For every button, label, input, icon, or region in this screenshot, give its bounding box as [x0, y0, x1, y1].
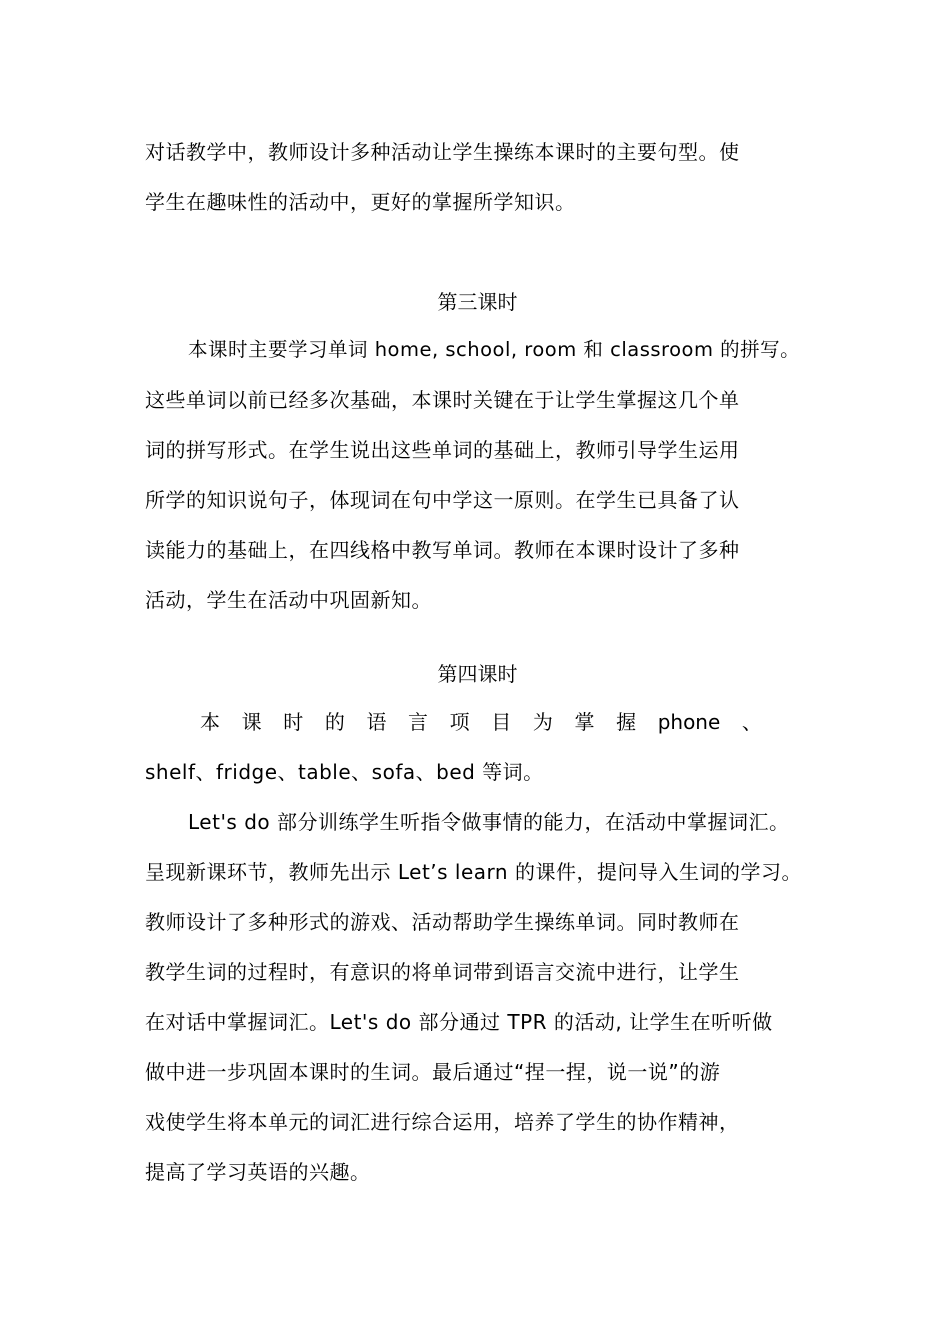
spread-token: 目 — [491, 710, 512, 734]
spread-token: 语 — [366, 710, 387, 734]
lesson4-heading: 第四课时 — [437, 662, 518, 686]
lesson4-para2-line-7: 戏使学生将本单元的词汇进行综合运用，培养了学生的协作精神， — [145, 1110, 740, 1134]
lesson3-line-3: 词的拼写形式。在学生说出这些单词的基础上，教师引导学生运用 — [145, 438, 740, 462]
lesson4-para2-line-3: 教师设计了多种形式的游戏、活动帮助学生操练单词。同时教师在 — [145, 910, 740, 934]
lesson4-para2-line-8: 提高了学习英语的兴趣。 — [145, 1160, 371, 1184]
spread-token: 项 — [449, 710, 470, 734]
spread-token: 握 — [616, 710, 637, 734]
lesson4-para2-line-2: 呈现新课环节，教师先出示 Let’s learn 的课件，提问导入生词的学习。 — [145, 860, 802, 884]
spread-token: 时 — [283, 710, 304, 734]
spread-token: 课 — [241, 710, 262, 734]
spread-token: 为 — [532, 710, 553, 734]
lesson3-line-1: 本课时主要学习单词 home, school, room 和 classroom 的拼写。 — [188, 338, 801, 361]
spread-token: 本 — [200, 710, 220, 734]
intro-line-2: 学生在趣味性的活动中，更好的掌握所学知识。 — [145, 190, 576, 214]
lesson3-heading: 第三课时 — [437, 290, 518, 314]
lesson4-para2-line-4: 教学生词的过程时，有意识的将单词带到语言交流中进行，让学生 — [145, 960, 740, 984]
lesson4-line-2: shelf、fridge、table、sofa、bed 等词。 — [145, 760, 544, 784]
lesson3-line-2: 这些单词以前已经多次基础，本课时关键在于让学生掌握这几个单 — [145, 388, 740, 412]
spread-token: 、 — [741, 710, 762, 734]
lesson3-line-6: 活动，学生在活动中巩固新知。 — [145, 588, 432, 612]
spread-token: 言 — [408, 710, 429, 734]
spread-token: 掌 — [574, 710, 595, 734]
intro-line-1: 对话教学中，教师设计多种活动让学生操练本课时的主要句型。使 — [145, 140, 740, 164]
spread-token: phone — [657, 710, 721, 734]
lesson4-para2-line-6: 做中进一步巩固本课时的生词。最后通过“捏一捏，说一说”的游 — [145, 1060, 721, 1084]
lesson3-line-4: 所学的知识说句子，体现词在句中学这一原则。在学生已具备了认 — [145, 488, 740, 512]
lesson4-para2-line-5: 在对话中掌握词汇。Let's do 部分通过 TPR 的活动, 让学生在听听做 — [145, 1010, 773, 1034]
lesson4-line-1 — [145, 708, 810, 736]
spread-token: 的 — [324, 710, 345, 734]
lesson4-para2-line-1: Let's do 部分训练学生听指令做事情的能力，在活动中掌握词汇。 — [188, 810, 790, 834]
lesson3-line-5: 读能力的基础上，在四线格中教写单词。教师在本课时设计了多种 — [145, 538, 740, 562]
